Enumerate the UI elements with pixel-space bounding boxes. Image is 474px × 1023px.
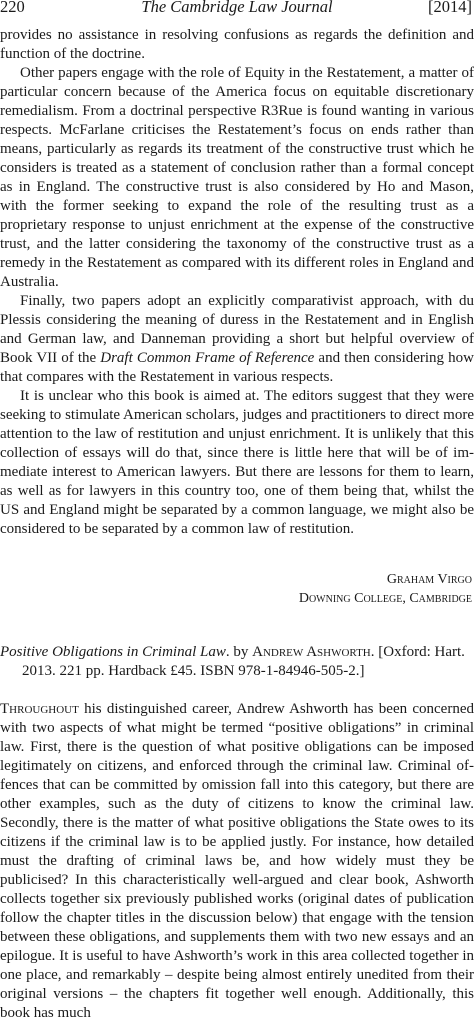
reviewer-name: Graham Virgo	[386, 572, 472, 587]
review-author: Andrew Ashworth	[252, 644, 371, 660]
spacer	[0, 681, 474, 700]
paragraph-1: provides no assistance in resolving confusions as regards the definition and function of the doctrine.	[0, 27, 474, 62]
review-paragraph-1	[0, 700, 474, 1023]
journal-year: [2014]	[428, 0, 472, 16]
review-details: . [Oxford: Hart. 2013. 221 pp. Hardback £45. ISBN 978-1-84946-505-2.]	[22, 644, 465, 679]
paragraph-3-italic-title: Draft Common Frame of Reference	[100, 350, 315, 366]
review-text: his distinguished career, Andrew Ashworth has been concerned with two aspects of what might be termed “positive obligations” in criminal law. First, there is the question of what positive obligations can be imposed legitimately on citizens, and enforced through the criminal law. Criminal offences that can be committed by omission fall into this category, but there are other examples, such as the duty of citizens to know the criminal law. Secondly, there is the matter of what positive obligations the State owes to its citizens if the criminal law is to be applied justly. For instance, how detailed must the drafting of criminal laws be, and how widely must they be publicised? In this characteristically well-argued and clear book, Ashworth collects together six previously published works (original dates of publication follow the chapter titles in the discussion below) that engage with the tension between these obligations, and supplements them with two new essays and an epilogue. It is useful to have Ashworth’s work in this area collected together in one place, and remarkably – despite being almost entirely unedited from their original versions – the chapters fit together well enough. Additionally, this book has much	[0, 701, 474, 1021]
review-book-title: Positive Obligations in Criminal Law	[0, 644, 226, 660]
page-body	[0, 26, 474, 1023]
journal-title: The Cambridge Law Journal	[141, 0, 333, 16]
review-by: . by	[225, 644, 253, 660]
reviewer-affiliation: Downing College, Cambridge	[298, 591, 472, 606]
paragraph-4: It is unclear who this book is aimed at. The editors suggest that they were seeking to stimulate American scholars, judges and practitioners to direct more attention to the law of restitution and unjust enrichment. It is unlikely that this collection of essays will do that, since there is little here that will be of immediate interest to American lawyers. But there are lessons for them to learn, as well as for lawyers in this country too, one of them being that, whilst the US and England might be separated by a common language, we might also be considered to be separated by a common law of restitution.	[0, 388, 474, 537]
paragraph-2: Other papers engage with the role of Equity in the Restatement, a matter of particular concern because of the America focus on equitable discretionary remedialism. From a doctrinal perspective R3Rue is found wanting in various respects. McFarlane criticises the Restatement’s focus on ends rather than means, particularly as regards its treatment of the constructive trust which he considers is treated as a statement of conclusion rather than a formal concept as in England. The constructive trust is also considered by Ho and Mason, with the former seeking to expand the role of the resulting trust as a proprietary response to unjust enrichment at the expense of the constructive trust, and the latter considering the taxonomy of the constructive trust as a remedy in the Restatement as compared with its different roles in England and Australia.	[0, 65, 474, 290]
review-lead-word: Throughout	[0, 701, 79, 717]
spacer	[0, 539, 474, 570]
page-number: 220	[0, 0, 25, 16]
running-header	[0, 0, 474, 17]
paragraph-3-text-a: Finally, two papers adopt an explicitly comparativist approach, with du Plessis considering the meaning of duress in the Restatement and in English and German law, and Danneman providing a short but helpful overview of Book VII of the	[0, 293, 474, 366]
spacer	[0, 608, 474, 643]
paragraph-3	[0, 292, 474, 387]
review-citation	[0, 643, 474, 681]
paragraph-3-text-b: and then considering how that compares with the Restatement in various respects.	[0, 350, 474, 385]
